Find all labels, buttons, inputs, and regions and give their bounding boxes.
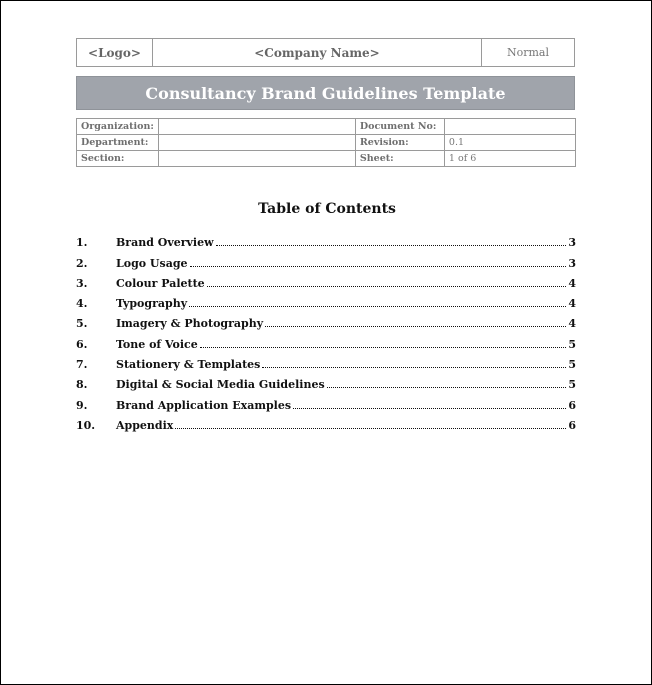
toc-entry[interactable] xyxy=(76,391,576,411)
toc-entry[interactable] xyxy=(76,270,576,290)
department-value xyxy=(158,135,355,151)
toc-entry-label: Brand Overview xyxy=(116,236,214,250)
department-label: Department: xyxy=(77,135,159,151)
organization-value xyxy=(158,119,355,135)
toc-entry-number: 4. xyxy=(76,297,88,311)
toc-entry-page: 5 xyxy=(568,378,576,392)
toc-leader-dots xyxy=(207,286,566,287)
organization-label: Organization: xyxy=(77,119,159,135)
toc-entry-label: Stationery & Templates xyxy=(116,358,261,372)
document-title: Consultancy Brand Guidelines Template xyxy=(76,76,575,110)
toc-entry-number: 8. xyxy=(76,378,88,392)
toc-entry[interactable] xyxy=(76,412,576,432)
toc-entry-number: 10. xyxy=(76,418,96,432)
document-info-table xyxy=(76,118,576,167)
toc-entry[interactable] xyxy=(76,351,576,371)
toc-entry-label: Typography xyxy=(116,297,188,311)
sheet-value: 1 of 6 xyxy=(444,151,575,167)
toc-entry-number: 9. xyxy=(76,398,88,412)
toc-entry-page: 6 xyxy=(568,418,576,432)
company-name: <Company Name> xyxy=(153,39,482,66)
document-status: Normal xyxy=(506,46,549,59)
toc-entry-number: 1. xyxy=(76,236,88,250)
toc-entry-number: 3. xyxy=(76,276,88,290)
toc-entry-label: Appendix xyxy=(116,418,174,432)
sheet-label: Sheet: xyxy=(355,151,444,167)
toc-entry-label: Imagery & Photography xyxy=(116,317,264,331)
header-table xyxy=(76,38,575,67)
toc-leader-dots xyxy=(189,306,566,307)
table-of-contents xyxy=(76,229,576,432)
revision-label: Revision: xyxy=(355,135,444,151)
revision-value: 0.1 xyxy=(444,135,575,151)
section-label: Section: xyxy=(77,151,159,167)
logo-placeholder: <Logo> xyxy=(77,39,153,66)
toc-entry-page: 4 xyxy=(568,276,576,290)
toc-entry-page: 3 xyxy=(568,236,576,250)
toc-leader-dots xyxy=(262,367,566,368)
toc-leader-dots xyxy=(190,266,566,267)
toc-entry[interactable] xyxy=(76,330,576,350)
toc-leader-dots xyxy=(327,387,566,388)
document-no-label: Document No: xyxy=(355,119,444,135)
toc-entry-page: 3 xyxy=(568,256,576,270)
toc-entry-page: 6 xyxy=(568,398,576,412)
toc-entry[interactable] xyxy=(76,371,576,391)
toc-entry-label: Logo Usage xyxy=(116,256,188,270)
toc-entry-label: Colour Palette xyxy=(116,276,205,290)
toc-leader-dots xyxy=(293,408,566,409)
toc-entry-number: 7. xyxy=(76,358,88,372)
toc-leader-dots xyxy=(265,326,566,327)
toc-entry-label: Brand Application Examples xyxy=(116,398,292,412)
toc-entry[interactable] xyxy=(76,229,576,249)
toc-heading: Table of Contents xyxy=(258,201,396,217)
toc-entry-number: 5. xyxy=(76,317,88,331)
toc-entry-label: Digital & Social Media Guidelines xyxy=(116,378,325,392)
toc-leader-dots xyxy=(216,245,566,246)
toc-entry-page: 4 xyxy=(568,297,576,311)
toc-entry[interactable] xyxy=(76,310,576,330)
toc-entry-page: 5 xyxy=(568,358,576,372)
toc-entry-number: 6. xyxy=(76,337,88,351)
toc-entry-page: 5 xyxy=(568,337,576,351)
toc-entry-page: 4 xyxy=(568,317,576,331)
toc-entry-number: 2. xyxy=(76,256,88,270)
section-value xyxy=(158,151,355,167)
toc-leader-dots xyxy=(200,347,566,348)
document-no-value xyxy=(444,119,575,135)
toc-leader-dots xyxy=(175,428,566,429)
toc-entry[interactable] xyxy=(76,249,576,269)
toc-entry[interactable] xyxy=(76,290,576,310)
toc-entry-label: Tone of Voice xyxy=(116,337,198,351)
